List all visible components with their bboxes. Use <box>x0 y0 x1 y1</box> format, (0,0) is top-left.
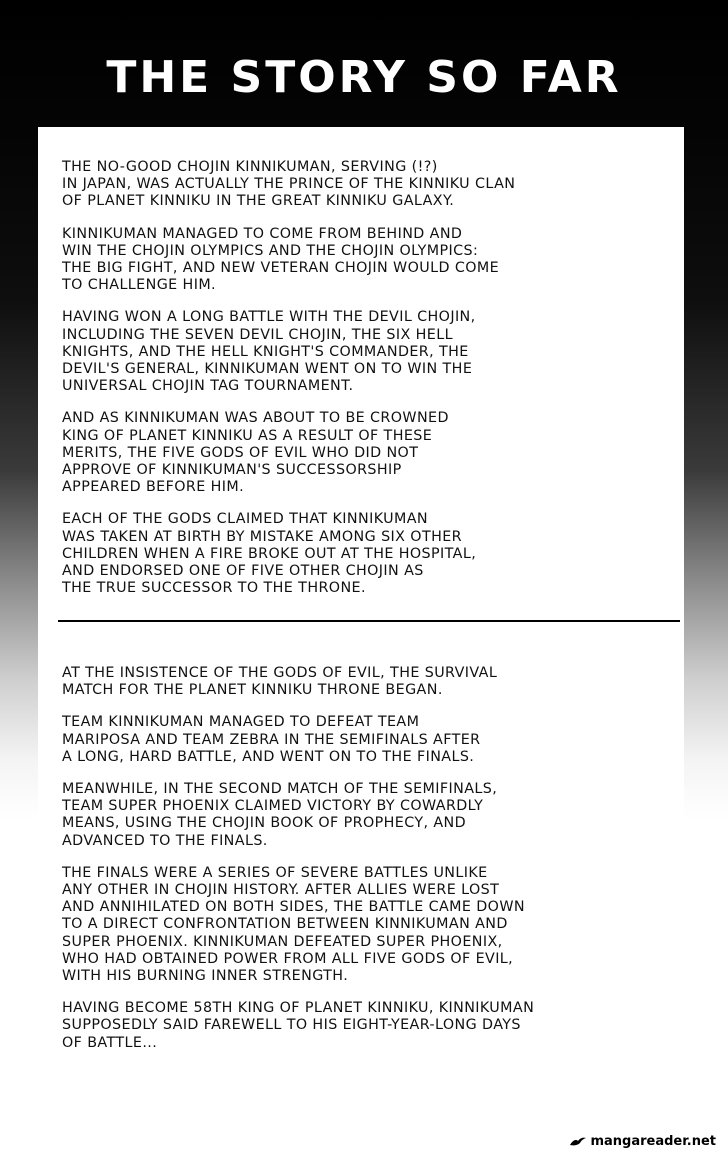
page-title: THE STORY SO FAR <box>106 52 622 103</box>
story-paragraph: AND AS KINNIKUMAN WAS ABOUT TO BE CROWNED KING OF PLANET KINNIKU AS A RESULT OF THESE MERITS, THE FIVE GODS OF EVIL WHO DID NOT APPROVE OF KINNIKUMAN'S SUCCESSORSHIP APPEARED BEFORE HIM. <box>62 410 449 496</box>
lower-section <box>62 665 662 1067</box>
story-paragraph: HAVING BECOME 58TH KING OF PLANET KINNIKU, KINNIKUMAN SUPPOSEDLY SAID FAREWELL TO HIS EIGHT-YEAR-LONG DAYS OF BATTLE... <box>62 1000 535 1051</box>
story-paragraph: TEAM KINNIKUMAN MANAGED TO DEFEAT TEAM MARIPOSA AND TEAM ZEBRA IN THE SEMIFINALS AFTER A LONG, HARD BATTLE, AND WENT ON TO THE FINALS. <box>62 714 481 765</box>
story-paragraph: KINNIKUMAN MANAGED TO COME FROM BEHIND AND WIN THE CHOJIN OLYMPICS AND THE CHOJIN OLYMPICS: THE BIG FIGHT, AND NEW VETERAN CHOJIN WOULD COME TO CHALLENGE HIM. <box>62 225 500 294</box>
bird-logo-icon <box>569 1136 587 1148</box>
story-paragraph: THE FINALS WERE A SERIES OF SEVERE BATTLES UNLIKE ANY OTHER IN CHOJIN HISTORY. AFTER ALLIES WERE LOST AND ANNIHILATED ON BOTH SIDES, THE BATTLE CAME DOWN TO A DIRECT CONFRONTATION BETWEEN KINNIKUMAN AND SUPER PHOENIX. KINNIKUMAN DEFEATED SUPER PHOENIX, WHO HAD OBTAINED POWER FROM ALL FIVE GODS OF EVIL, WITH HIS BURNING INNER STRENGTH. <box>62 864 525 985</box>
story-paragraph: THE NO-GOOD CHOJIN KINNIKUMAN, SERVING (!?) IN JAPAN, WAS ACTUALLY THE PRINCE OF THE KINNIKU CLAN OF PLANET KINNIKU IN THE GREAT KINNIKU GALAXY. <box>62 159 516 210</box>
story-paragraph: MEANWHILE, IN THE SECOND MATCH OF THE SEMIFINALS, TEAM SUPER PHOENIX CLAIMED VICTORY BY COWARDLY MEANS, USING THE CHOJIN BOOK OF PROPHECY, AND ADVANCED TO THE FINALS. <box>62 781 498 849</box>
watermark-text: mangareader.net <box>590 1134 716 1149</box>
story-paragraph: EACH OF THE GODS CLAIMED THAT KINNIKUMAN WAS TAKEN AT BIRTH BY MISTAKE AMONG SIX OTHER CHILDREN WHEN A FIRE BROKE OUT AT THE HOSPITAL, AND ENDORSED ONE OF FIVE OTHER CHOJIN AS THE TRUE SUCCESSOR TO THE THRONE. <box>62 511 477 597</box>
story-paragraph: AT THE INSISTENCE OF THE GODS OF EVIL, THE SURVIVAL MATCH FOR THE PLANET KINNIKU THRONE BEGAN. <box>62 665 498 699</box>
watermark <box>569 1134 716 1149</box>
section-divider <box>58 620 680 622</box>
story-paragraph: HAVING WON A LONG BATTLE WITH THE DEVIL CHOJIN, INCLUDING THE SEVEN DEVIL CHOJIN, THE SIX HELL KNIGHTS, AND THE HELL KNIGHT'S COMMANDER, THE DEVIL'S GENERAL, KINNIKUMAN WENT ON TO WIN THE UNIVERSAL CHOJIN TAG TOURNAMENT. <box>62 309 476 395</box>
upper-section <box>62 159 662 612</box>
